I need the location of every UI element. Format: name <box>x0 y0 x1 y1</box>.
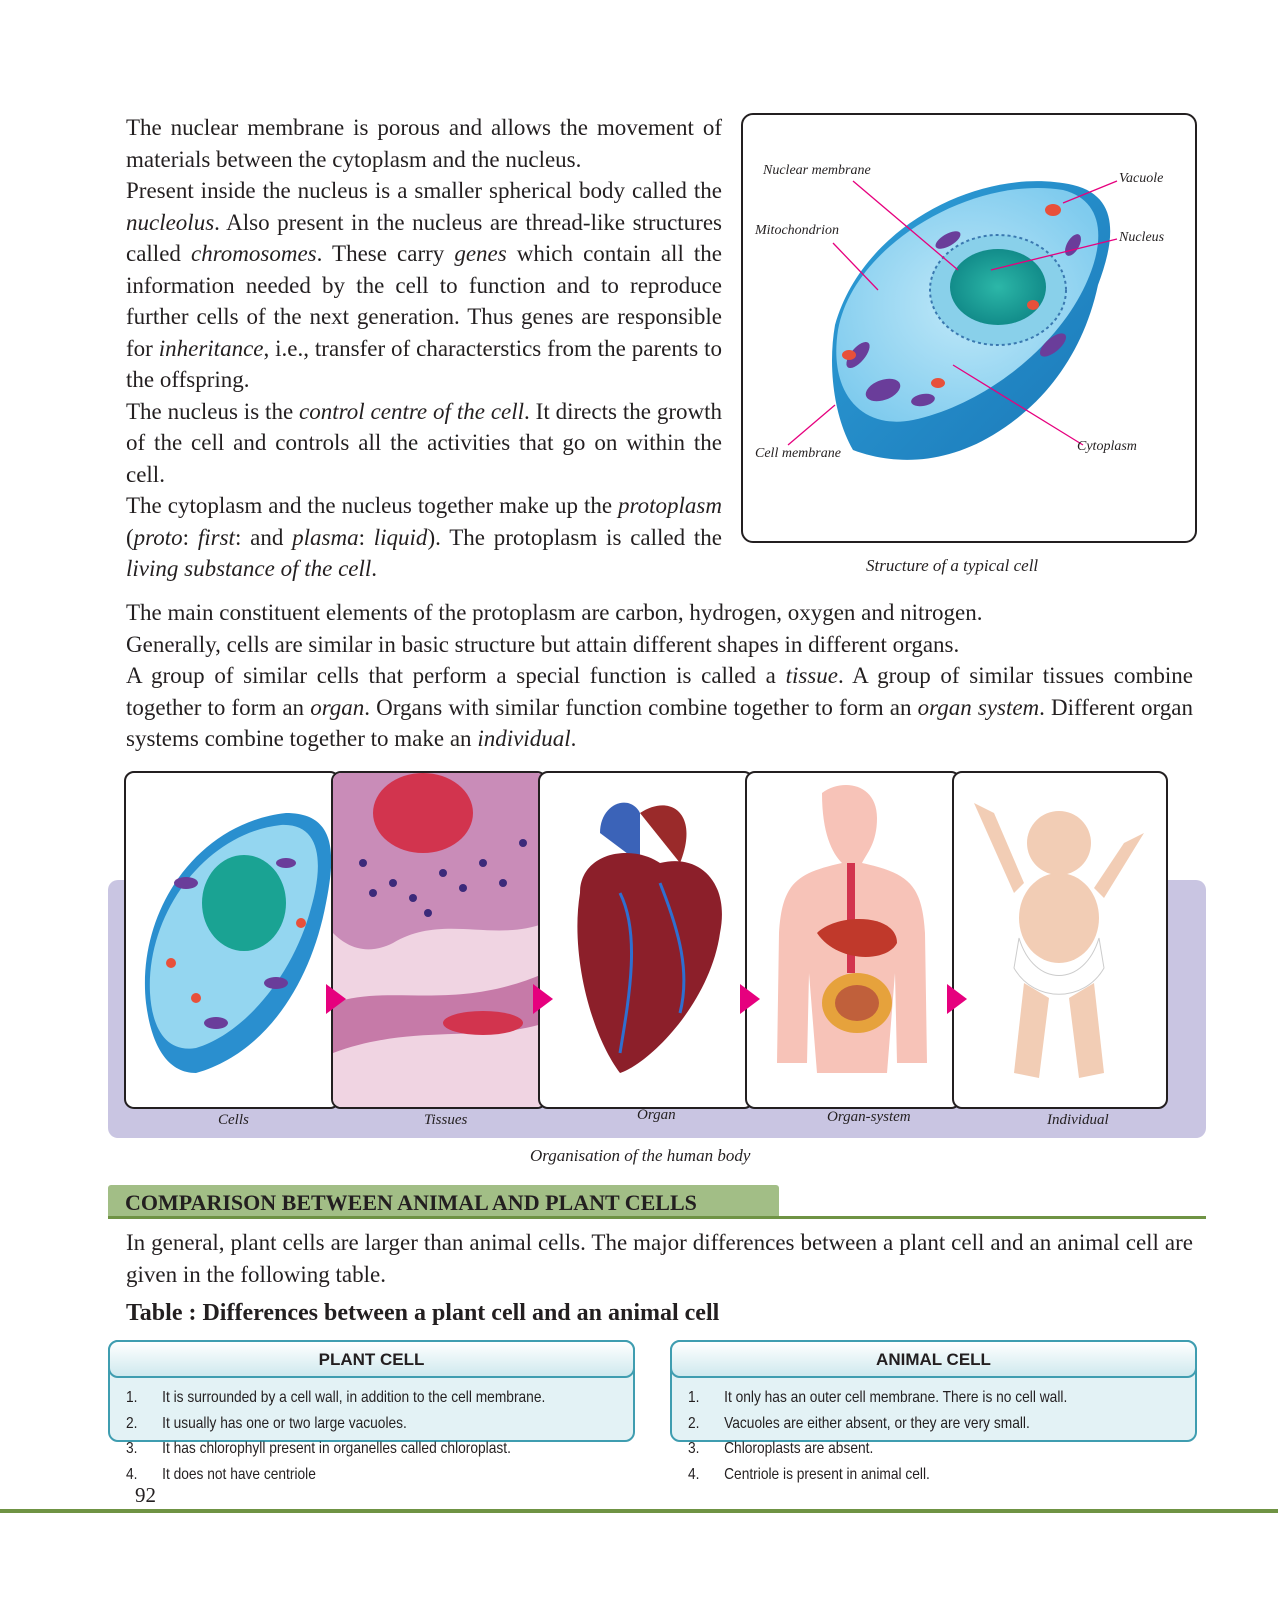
section-intro: In general, plant cells are larger than animal cells. The major differences between a plant cell and an animal cell are given in the following table. <box>126 1230 1193 1287</box>
panel-tissues <box>331 771 547 1109</box>
arrow-organ-to-system <box>740 984 760 1014</box>
label-mitochondrion: Mitochondrion <box>755 223 839 238</box>
heart-image <box>540 773 752 1107</box>
body-paragraph-2: Generally, cells are similar in basic structure but attain different shapes in different organs. <box>126 631 960 657</box>
intro-text <box>126 112 722 585</box>
intro-paragraph-2: Present inside the nucleus is a smaller spherical body called the nucleolus. Also present in the nucleus are thread-like structures called chromosomes. These carry genes which contain all the information needed by the cell to function and to reproduce further cells of the next generation. Thus genes are responsible for inheritance, i.e., transfer of characterstics from the parents to the offspring. <box>126 178 723 392</box>
cell-figure-caption: Structure of a typical cell <box>866 556 1039 575</box>
arrow-system-to-individual <box>947 984 967 1014</box>
stage-label-organ-system: Organ-system <box>827 1109 911 1125</box>
section-heading: COMPARISON BETWEEN ANIMAL AND PLANT CELLS <box>108 1185 779 1219</box>
intro-paragraph-3: The nucleus is the control centre of the cell. It directs the growth of the cell and controls all the activities that go on within the cell. <box>126 398 722 487</box>
plant-cell-header: PLANT CELL <box>108 1340 635 1378</box>
label-cell-membrane: Cell membrane <box>755 446 841 461</box>
animal-cell-header: ANIMAL CELL <box>670 1340 1197 1378</box>
plant-row: 2. It usually has one or two large vacuoles. <box>126 1414 407 1432</box>
animal-row: 2. Vacuoles are either absent, or they are very small. <box>688 1414 1030 1432</box>
plant-row: 4. It does not have centriole <box>126 1465 316 1483</box>
animal-cell-table <box>670 1340 1197 1483</box>
panel-organ <box>538 771 754 1109</box>
plant-row: 3. It has chlorophyll present in organelles called chloroplast. <box>126 1440 511 1457</box>
animal-cell-list <box>688 1385 1129 1487</box>
baby-image <box>954 773 1166 1107</box>
plant-cell-list <box>126 1385 614 1487</box>
cells-image <box>126 773 338 1107</box>
animal-row: 4. Centriole is present in animal cell. <box>688 1465 930 1483</box>
stage-label-cells: Cells <box>218 1112 249 1128</box>
body-paragraph-3: A group of similar cells that perform a special function is called a tissue. A group of similar tissues combine together to form an organ. Organs with similar function combine together to form an organ system. Different organ systems combine together to make an individual. <box>126 663 1193 751</box>
label-vacuole: Vacuole <box>1119 171 1164 186</box>
cell-structure-figure <box>741 113 1197 543</box>
intro-paragraph-1: The nuclear membrane is porous and allows the movement of materials between the cytoplasm and the nucleus. <box>126 115 722 172</box>
page-number: 92 <box>135 1483 156 1507</box>
plant-row: 1. It is surrounded by a cell wall, in addition to the cell membrane. <box>126 1389 546 1406</box>
bottom-rule <box>0 1509 1278 1513</box>
body-text <box>126 597 1193 755</box>
animal-row: 1. It only has an outer cell membrane. There is no cell wall. <box>688 1389 1068 1406</box>
section-heading-rule <box>108 1216 1206 1219</box>
stage-label-individual: Individual <box>1047 1112 1109 1128</box>
organ-system-image <box>747 773 959 1107</box>
organisation-caption: Organisation of the human body <box>530 1146 751 1165</box>
body-paragraph-1: The main constituent elements of the protoplasm are carbon, hydrogen, oxygen and nitrogen. <box>126 600 983 625</box>
arrow-tissues-to-organ <box>533 984 553 1014</box>
panel-individual <box>952 771 1168 1109</box>
intro-paragraph-4: The cytoplasm and the nucleus together make up the protoplasm (proto: first: and plasma: liquid). The protoplasm is called the living substance of the cell. <box>126 493 722 581</box>
stage-label-tissues: Tissues <box>424 1112 468 1128</box>
tissues-image <box>333 773 545 1107</box>
label-cytoplasm: Cytoplasm <box>1077 439 1137 454</box>
plant-cell-table <box>108 1340 635 1483</box>
table-title: Table : Differences between a plant cell and an animal cell <box>126 1300 720 1326</box>
label-nucleus: Nucleus <box>1119 230 1165 245</box>
label-nuclear-membrane: Nuclear membrane <box>763 163 871 178</box>
animal-row: 3. Chloroplasts are absent. <box>688 1440 874 1457</box>
panel-cells <box>124 771 340 1109</box>
arrow-cells-to-tissues <box>326 984 346 1014</box>
stage-label-organ: Organ <box>637 1107 676 1123</box>
panel-organ-system <box>745 771 961 1109</box>
